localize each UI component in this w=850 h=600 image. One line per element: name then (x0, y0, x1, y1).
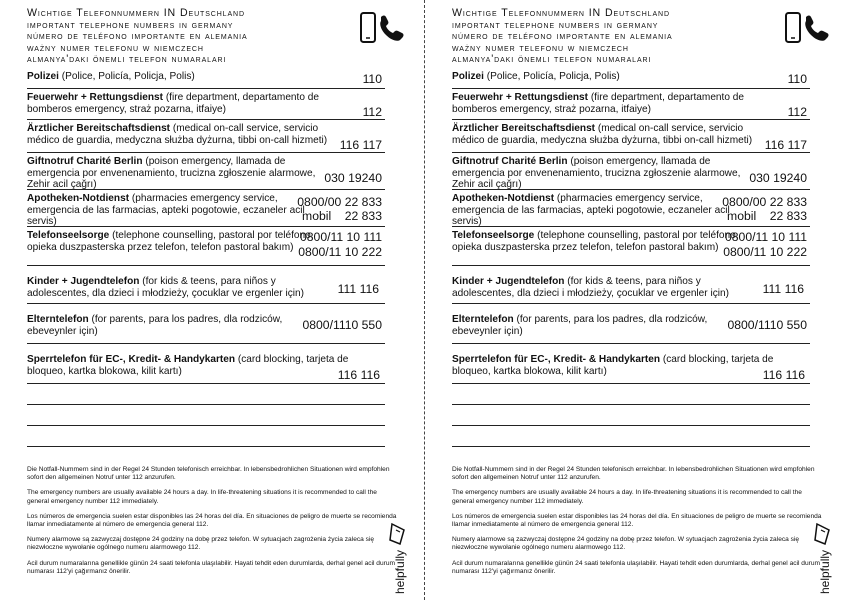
service-name: Apotheken-Notdienst (27, 193, 130, 204)
logo-icon (815, 524, 829, 544)
service-desc: (card blocking, tarjeta de bloqueo, kartka blokowa, kilit kartı) (27, 354, 349, 377)
brand-name: helpfully (393, 549, 407, 594)
phone-number[interactable]: 0800/1110 550 (302, 318, 382, 332)
service-name: Giftnotruf Charité Berlin (452, 156, 568, 167)
service-name: Ärztlicher Bereitschaftsdienst (452, 123, 596, 134)
list-item (27, 89, 385, 120)
list-item (452, 344, 810, 384)
phone-number[interactable]: 0800/00 22 833 (722, 195, 807, 209)
phone-list (452, 68, 810, 447)
service-name: Feuerwehr + Rettungsdienst (452, 92, 589, 103)
service-name: Polizei (452, 71, 484, 82)
phone-number[interactable]: 030 19240 (324, 171, 382, 185)
list-item (452, 120, 810, 153)
phone-number[interactable]: 116 116 (337, 368, 380, 382)
service-desc: (card blocking, tarjeta de bloqueo, kartka blokowa, kilit kartı) (452, 354, 774, 377)
blank-line (27, 426, 385, 447)
title-line: Wichtige Telefonnummern IN Deutschland (27, 7, 245, 19)
service-desc: (for parents, para los padres, dla rodziców, ebeveynler için) (27, 314, 283, 337)
title-line: important telephone numbers in germany (27, 18, 234, 31)
service-name: Giftnotruf Charité Berlin (27, 156, 143, 167)
list-item (452, 68, 810, 89)
blank-line (27, 384, 385, 405)
list-item (27, 153, 385, 190)
phone-number[interactable]: 0800/11 10 111 (724, 230, 807, 244)
list-item (452, 227, 810, 266)
list-item (452, 153, 810, 190)
service-name: Feuerwehr + Rettungsdienst (27, 92, 164, 103)
note-en: The emergency numbers are usually available 24 hours a day. In life-threatening situations it is recommended to call the general emergency number 112 immediately. (27, 489, 377, 505)
service-name: Ärztlicher Bereitschaftsdienst (27, 123, 171, 134)
note-tr: Acil durum numaralarına genellikle günün 24 saati telefonla ulaşılabilir. Hayati tehdit eden durumlarda, derhal genel acil durum numarası 112'yi çağırmanız önerilir. (27, 559, 396, 575)
phone-number[interactable]: 116 116 (762, 368, 805, 382)
brand-name: helpfully (818, 549, 832, 594)
title-line: número de teléfono importante en alemania (452, 30, 673, 43)
service-name: Elterntelefon (452, 314, 514, 325)
note-de: Die Notfall-Nummern sind in der Regel 24 Stunden telefonisch erreichbar. In lebensbedrohlichen Situationen wird empfohlen sofort den allgemeinen Notruf unter 112 anzurufen. (27, 466, 390, 482)
list-item (27, 266, 385, 304)
service-name: Telefonseelsorge (27, 230, 110, 241)
phone-number[interactable]: 0800/1110 550 (727, 318, 807, 332)
phone-number[interactable]: 111 116 (762, 282, 804, 296)
service-desc: (medical on-call service, servicio médico de guardia, medyczna służba dyżurna, tibbi on-call hizmeti) (27, 123, 328, 146)
list-item (27, 344, 385, 384)
helpfully-logo (382, 520, 422, 595)
phone-icon (783, 12, 829, 44)
service-desc: (for kids & teens, para niños y adolescentes, dla dzieci i młodzieży, çocuklar ve ergenler için) (27, 276, 304, 299)
service-desc: (poison emergency, llamada de emergencia por envenenamiento, trucizna zgłoszenie alarmowe, Zehir acil çağrı) (452, 156, 741, 191)
service-name: Kinder + Jugendtelefon (452, 276, 565, 287)
title-line: almanya'daki önemli telefon numaralari (452, 53, 652, 66)
phone-number-mobile[interactable]: mobil 22 833 (727, 209, 807, 223)
phone-number[interactable]: 0800/11 10 222 (298, 245, 382, 259)
list-item (452, 304, 810, 344)
card-title (452, 8, 772, 66)
service-name: Sperrtelefon für EC-, Kredit- & Handykarten (452, 354, 661, 365)
blank-line (452, 384, 810, 405)
service-desc: (Police, Policía, Policja, Polis) (483, 71, 620, 82)
note-pl: Numery alarmowe są zazwyczaj dostępne 24 godziny na dobę przez telefon. W sytuacjach zagrożenia życia zaleca się niezwłoczne wywołanie ogólnego numeru alarmowego 112. (27, 536, 375, 552)
service-name: Elterntelefon (27, 314, 89, 325)
service-desc: (poison emergency, llamada de emergencia por envenenamiento, trucizna zgłoszenie alarmowe, Zehir acil çağrı) (27, 156, 316, 191)
blank-line (452, 426, 810, 447)
title-line: número de teléfono importante en alemania (27, 30, 248, 43)
phone-list (27, 68, 385, 447)
list-item (452, 266, 810, 304)
phone-number[interactable]: 0800/00 22 833 (297, 195, 382, 209)
title-line: almanya'daki önemli telefon numaralari (27, 53, 227, 66)
phone-number[interactable]: 110 (787, 72, 807, 86)
list-item (452, 89, 810, 120)
service-desc: (fire department, departamento de bomberos emergency, straż pozarna, itfaiye) (452, 92, 744, 115)
service-name: Polizei (27, 71, 59, 82)
service-name: Sperrtelefon für EC-, Kredit- & Handykarten (27, 354, 236, 365)
service-desc: (fire department, departamento de bomberos emergency, straż pozarna, itfaiye) (27, 92, 319, 115)
phone-number[interactable]: 116 117 (339, 138, 382, 152)
title-line: important telephone numbers in germany (452, 18, 659, 31)
notes (27, 466, 397, 583)
note-es: Los números de emergencia suelen estar disponibles las 24 horas del día. En situaciones de peligro de muerte se recomienda llamar inmediatamente al número de emergencia general 112. (452, 512, 822, 529)
note-de: Die Notfall-Nummern sind in der Regel 24 Stunden telefonisch erreichbar. In lebensbedrohlichen Situationen wird empfohlen sofort den allgemeinen Notruf unter 112 anzurufen. (452, 466, 815, 482)
phone-number-mobile[interactable]: mobil 22 833 (302, 209, 382, 223)
blank-line (452, 405, 810, 426)
phone-icon (358, 12, 404, 44)
service-desc: (pharmacies emergency service, emergencia de las farmacias, apteki pogotowie, eczaneler acil servis) (452, 193, 730, 228)
list-item (27, 68, 385, 89)
phone-number[interactable]: 112 (787, 105, 807, 119)
note-pl: Numery alarmowe są zazwyczaj dostępne 24 godziny na dobę przez telefon. W sytuacjach zagrożenia życia zaleca się niezwłoczne wywołanie ogólnego numeru alarmowego 112. (452, 536, 800, 552)
blank-line (27, 405, 385, 426)
note-en: The emergency numbers are usually available 24 hours a day. In life-threatening situations it is recommended to call the general emergency number 112 immediately. (452, 489, 802, 505)
phone-number[interactable]: 0800/11 10 111 (299, 230, 382, 244)
notes (452, 466, 822, 583)
card-title (27, 8, 347, 66)
helpfully-logo (807, 520, 847, 595)
service-name: Telefonseelsorge (452, 230, 535, 241)
note-es: Los números de emergencia suelen estar disponibles las 24 horas del día. En situaciones de peligro de muerte se recomienda llamar inmediatamente al número de emergencia general 112. (27, 512, 397, 529)
service-desc: (for kids & teens, para niños y adolescentes, dla dzieci i młodzieży, çocuklar ve ergenler için) (452, 276, 729, 299)
phone-number[interactable]: 116 117 (764, 138, 807, 152)
phone-number[interactable]: 110 (362, 72, 382, 86)
list-item (27, 120, 385, 153)
title-line: ważny numer telefonu w niemczech (27, 41, 204, 54)
logo-icon (390, 524, 404, 544)
phone-number[interactable]: 112 (362, 105, 382, 119)
list-item (27, 227, 385, 266)
list-item (27, 190, 385, 227)
phone-number[interactable]: 0800/11 10 222 (723, 245, 807, 259)
service-desc: (for parents, para los padres, dla rodziców, ebeveynler için) (452, 314, 708, 337)
note-tr: Acil durum numaralarına genellikle günün 24 saati telefonla ulaşılabilir. Hayati tehdit eden durumlarda, derhal genel acil durum numarası 112'yi çağırmanız önerilir. (452, 559, 821, 575)
service-desc: (medical on-call service, servicio médico de guardia, medyczna służba dyżurna, tibbi on-call hizmeti) (452, 123, 753, 146)
title-line: ważny numer telefonu w niemczech (452, 41, 629, 54)
service-desc: (Police, Policía, Policja, Polis) (58, 71, 195, 82)
service-name: Apotheken-Notdienst (452, 193, 555, 204)
phone-number[interactable]: 111 116 (337, 282, 379, 296)
service-desc: (telephone counselling, pastoral por teléfono, opieka duszpasterska przez telefon, telefon pastoral bakım) (452, 230, 739, 253)
service-desc: (pharmacies emergency service, emergencia de las farmacias, apteki pogotowie, eczaneler acil servis) (27, 193, 305, 228)
list-item (452, 190, 810, 227)
title-line: Wichtige Telefonnummern IN Deutschland (452, 7, 670, 19)
emergency-card-right (425, 0, 850, 600)
service-name: Kinder + Jugendtelefon (27, 276, 140, 287)
service-desc: (telephone counselling, pastoral por teléfono, opieka duszpasterska przez telefon, telefon pastoral bakım) (27, 230, 314, 253)
phone-number[interactable]: 030 19240 (749, 171, 807, 185)
list-item (27, 304, 385, 344)
